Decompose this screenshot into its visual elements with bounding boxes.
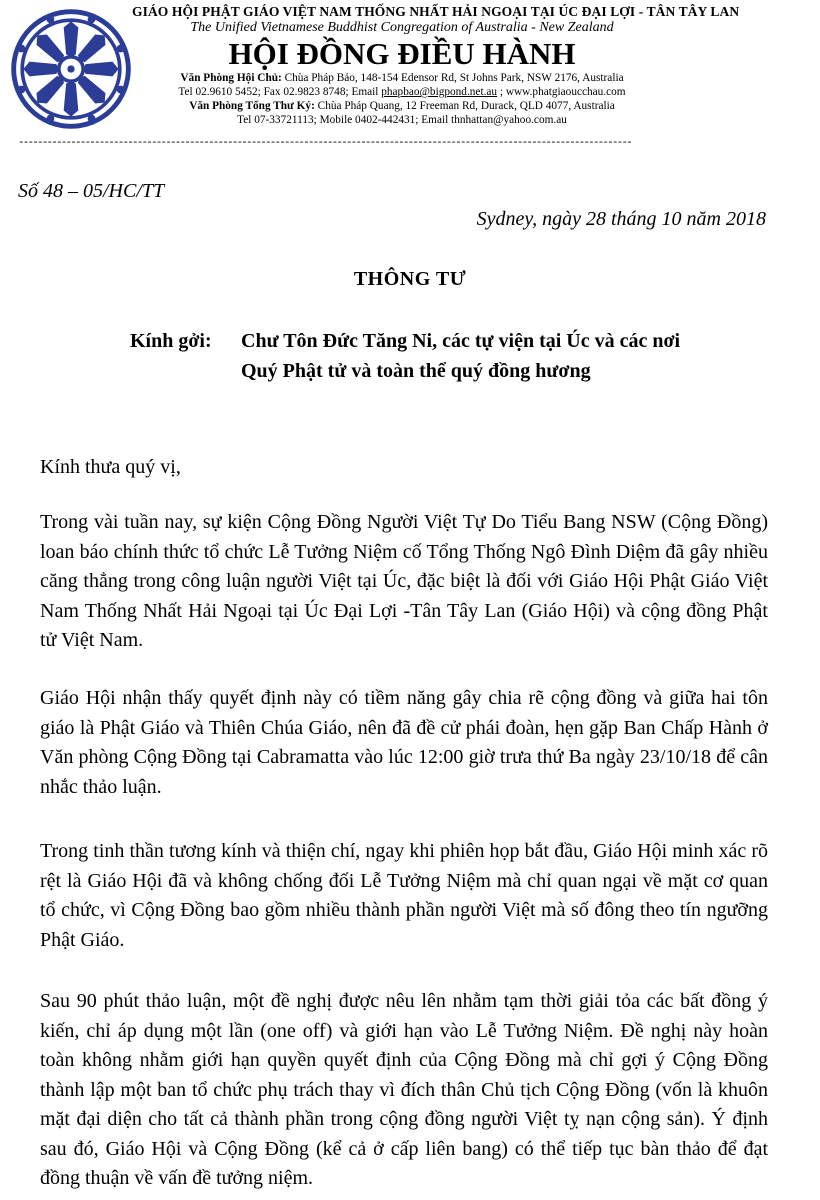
body-paragraph bbox=[40, 684, 768, 802]
council-name: HỘI ĐỒNG ĐIỀU HÀNH bbox=[228, 36, 576, 71]
office1-address bbox=[132, 71, 672, 85]
body-paragraph bbox=[40, 987, 768, 1194]
document-title: THÔNG TƯ bbox=[353, 268, 467, 290]
paragraph-text: Trong vài tuần nay, sự kiện Cộng Đồng Người Việt Tự Do Tiểu Bang NSW (Cộng Đồng) loan báo chính thức tổ chức Lễ Tưởng Niệm cố Tổng Thống Ngô Đình Diệm đã gây nhiều căng thẳng trong công luận người Việt tại Úc, đặc biệt là đối với Giáo Hội Phật Giáo Việt Nam Thống Nhất Hải Ngoại tại Úc Đại Lợi -Tân Tây Lan (Giáo Hội) và cộng đồng Phật tử Việt Nam. bbox=[40, 511, 768, 651]
dharma-wheel-logo bbox=[10, 8, 132, 130]
recipient-label: Kính gởi: bbox=[130, 330, 212, 352]
office2-address bbox=[132, 99, 672, 113]
office1-email-link[interactable]: phapbao@bigpond.net.au bbox=[381, 86, 498, 98]
paragraph-text: Trong tinh thần tương kính và thiện chí, ngay khi phiên họp bắt đầu, Giáo Hội minh xác rõ rệt là Giáo Hội đã và không chống đối Lễ Tưởng Niệm mà chỉ quan ngại về mặt cơ quan tổ chức, vì Cộng Đồng bao gồm nhiều thành phần người Việt mà số đông theo tín ngưỡng Phật Giáo. bbox=[40, 840, 768, 951]
letterhead-text bbox=[132, 4, 740, 127]
office1-contact-prefix: Tel 02.9610 5452; Fax 02.9823 8748; Email bbox=[178, 86, 382, 98]
paragraph-text: Sau 90 phút thảo luận, một đề nghị được nêu lên nhằm tạm thời giải tỏa các bất đồng ý kiến, chỉ áp dụng một lần (one off) và giới hạn vào Lễ Tưởng Niệm. Đề nghị này hoàn toàn không nhằm giới hạn quyền quyết định của Cộng Đồng mà chỉ gợi ý Cộng Đồng thành lập một ban tổ chức phụ trách thay vì đích thân Chủ tịch Cộng Đồng (vốn là khuôn mặt đại diện cho tất cả thành phần trong cộng đồng người Việt tỵ nạn cộng sản). Ý định sau đó, Giáo Hội và Cộng Đồng (kể cả ở cấp liên bang) có thể tiếp tục bàn thảo để đạt đồng thuận về vấn đề tưởng niệm. bbox=[40, 990, 768, 1189]
office2-address-text: Chùa Pháp Quang, 12 Freeman Rd, Durack, QLD 4077, Australia bbox=[314, 100, 615, 112]
body-paragraph bbox=[40, 508, 768, 656]
paragraph-text: Giáo Hội nhận thấy quyết định này có tiềm năng gây chia rẽ cộng đồng và giữa hai tôn giáo là Phật Giáo và Thiên Chúa Giáo, nên đã đề cử phái đoàn, hẹn gặp Ban Chấp Hành ở Văn phòng Cộng Đồng tại Cabramatta vào lúc 12:00 giờ trưa thứ Ba ngày 23/10/18 để cân nhắc thảo luận. bbox=[40, 687, 768, 798]
office2-contact: Tel 07-33721113; Mobile 0402-442431; Email thnhattan@yahoo.com.au bbox=[237, 114, 567, 126]
separator-line: --------------------------------------------------------------------------------------------------------------------------------- bbox=[18, 137, 631, 149]
recipient-line-1: Chư Tôn Đức Tăng Ni, các tự viện tại Úc và các nơi bbox=[241, 330, 681, 352]
office2-label: Văn Phòng Tổng Thư Ký: bbox=[189, 100, 315, 112]
reference-number: Số 48 – 05/HC/TT bbox=[18, 180, 165, 202]
date-line: Sydney, ngày 28 tháng 10 năm 2018 bbox=[476, 208, 766, 230]
office1-contact bbox=[132, 85, 672, 99]
office1-contact-suffix: ; www.phatgiaoucchau.com bbox=[497, 86, 626, 98]
org-name-vn: GIÁO HỘI PHẬT GIÁO VIỆT NAM THỐNG NHẤT HẢI NGOẠI TẠI ÚC ĐẠI LỢI - TÂN TÂY LAN bbox=[132, 4, 740, 19]
letterhead bbox=[0, 0, 820, 160]
office1-label: Văn Phòng Hội Chủ: bbox=[180, 72, 282, 84]
org-name-en: The Unified Vietnamese Buddhist Congregation of Australia - New Zealand bbox=[190, 20, 614, 35]
salutation: Kính thưa quý vị, bbox=[40, 456, 181, 478]
office1-address-text: Chùa Pháp Bảo, 148-154 Edensor Rd, St Johns Park, NSW 2176, Australia bbox=[281, 72, 624, 84]
recipient-line-2: Quý Phật tử và toàn thể quý đồng hương bbox=[241, 360, 591, 382]
body-paragraph bbox=[40, 837, 768, 955]
